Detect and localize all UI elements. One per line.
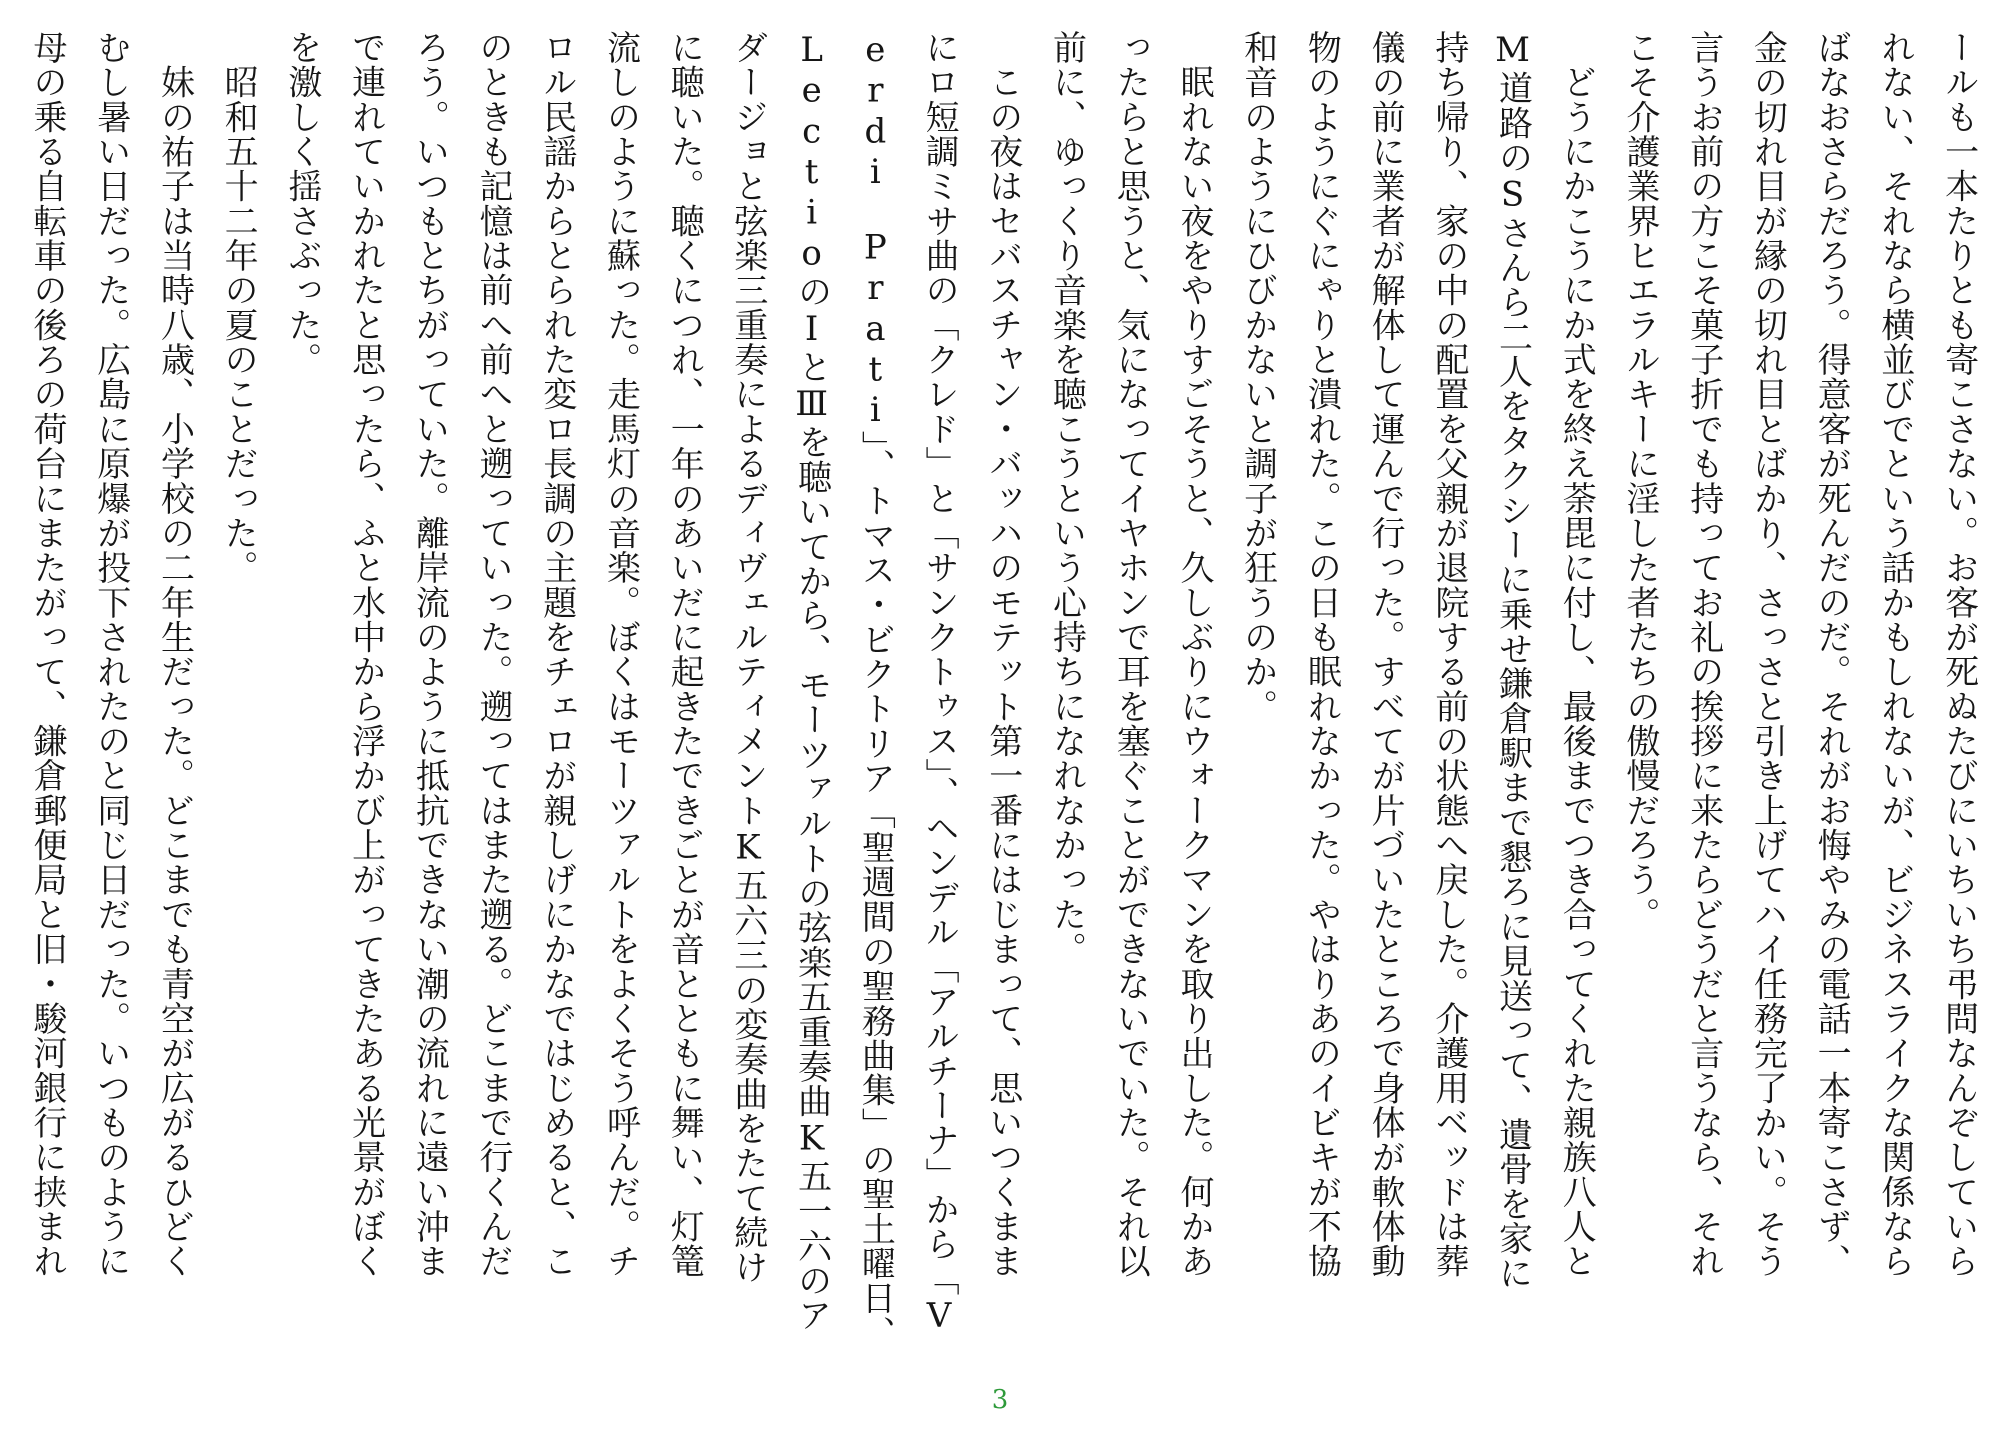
text-line: 儀の前に業者が解体して運んで行った。すべてが片づいたところで身体が軟体動 <box>1365 30 1406 1279</box>
text-line: ロル民謡からとられた変ロ長調の主題をチェロが親しげにかなではじめると、こ <box>536 30 577 1279</box>
text-line: 眠れない夜をやりすごそうと、久しぶりにウォークマンを取り出した。何かあ <box>1173 30 1214 1279</box>
text-line: 持ち帰り、家の中の配置を父親が退院する前の状態へ戻した。介護用ベッドは葬 <box>1428 30 1469 1279</box>
vertical-text-body <box>18 30 1988 1375</box>
text-line: むし暑い日だった。広島に原爆が投下されたのと同じ日だった。いつものように <box>90 30 131 1279</box>
text-line: ろう。いつもとちがっていた。離岸流のように抵抗できない潮の流れに遠い沖ま <box>409 30 450 1279</box>
text-line: で連れていかれたと思ったら、ふと水中から浮かび上がってきたある光景がぼく <box>345 30 386 1279</box>
text-line: こそ介護業界ヒエラルキーに淫した者たちの傲慢だろう。 <box>1619 30 1660 932</box>
text-line: 母の乗る自転車の後ろの荷台にまたがって、鎌倉郵便局と旧・駿河銀行に挟まれ <box>27 30 67 1279</box>
text-line: ダージョと弦楽三重奏によるディヴェルティメントK五六三の変奏曲をたて続け <box>727 30 768 1285</box>
text-line: のときも記憶は前へ前へと遡っていった。遡ってはまた遡る。どこまで行くんだ <box>473 30 514 1279</box>
text-line: にロ短調ミサ曲の「クレド」と「サンクトゥス」、ヘンデル「アルチーナ」から「V <box>919 30 960 1337</box>
text-line: ったらと思うと、気になってイヤホンで耳を塞ぐことができないでいた。それ以 <box>1110 30 1151 1279</box>
text-line: 妹の祐子は当時八歳、小学校の二年生だった。どこまでも青空が広がるひどく <box>154 30 195 1279</box>
text-line: を激しく揺さぶった。 <box>281 30 322 377</box>
text-line: ばなおさらだろう。得意客が死んだのだ。それがお悔やみの電話一本寄こさず、 <box>1811 30 1852 1279</box>
text-line: ールも一本たりとも寄こさない。お客が死ぬたびにいちいち弔問なんぞしていら <box>1938 30 1979 1279</box>
text-line: 流しのように蘇った。走馬灯の音楽。ぼくはモーツァルトをよくそう呼んだ。チ <box>600 30 641 1279</box>
text-line: 前に、ゆっくり音楽を聴こうという心持ちになれなかった。 <box>1046 30 1087 967</box>
text-line: LectioのIとⅢを聴いてから、モーツァルトの弦楽五重奏曲K五一六のア <box>791 30 832 1333</box>
text-line: 言うお前の方こそ菓子折でも持ってお礼の挨拶に来たらどうだと言うなら、それ <box>1683 30 1724 1279</box>
text-line: M道路のSさんら二人をタクシーに乗せ鎌倉駅まで懇ろに見送って、遺骨を家に <box>1492 30 1533 1291</box>
text-line: れない、それなら横並びでという話かもしれないが、ビジネスライクな関係なら <box>1874 30 1915 1279</box>
text-line: この夜はセバスチャン・バッハのモテット第一番にはじまって、思いつくまま <box>982 30 1023 1279</box>
text-line: 金の切れ目が縁の切れ目とばかり、さっさと引き上げてハイ任務完了かい。そう <box>1747 30 1788 1279</box>
text-line: 和音のようにひびかないと調子が狂うのか。 <box>1237 30 1278 724</box>
text-line: 昭和五十二年の夏のことだった。 <box>218 30 259 585</box>
text-line: に聴いた。聴くにつれ、一年のあいだに起きたできごとが音とともに舞い、灯篭 <box>664 30 705 1279</box>
text-line: 物のようにぐにゃりと潰れた。この日も眠れなかった。やはりあのイビキが不協 <box>1301 30 1342 1279</box>
page-number: 3 <box>991 1385 1009 1415</box>
text-line: erdi Prati」、トマス・ビクトリア「聖週間の聖務曲集」の聖土曜日、 <box>855 30 896 1351</box>
text-line: どうにかこうにか式を終え荼毘に付し、最後までつき合ってくれた親族八人と <box>1556 30 1597 1279</box>
